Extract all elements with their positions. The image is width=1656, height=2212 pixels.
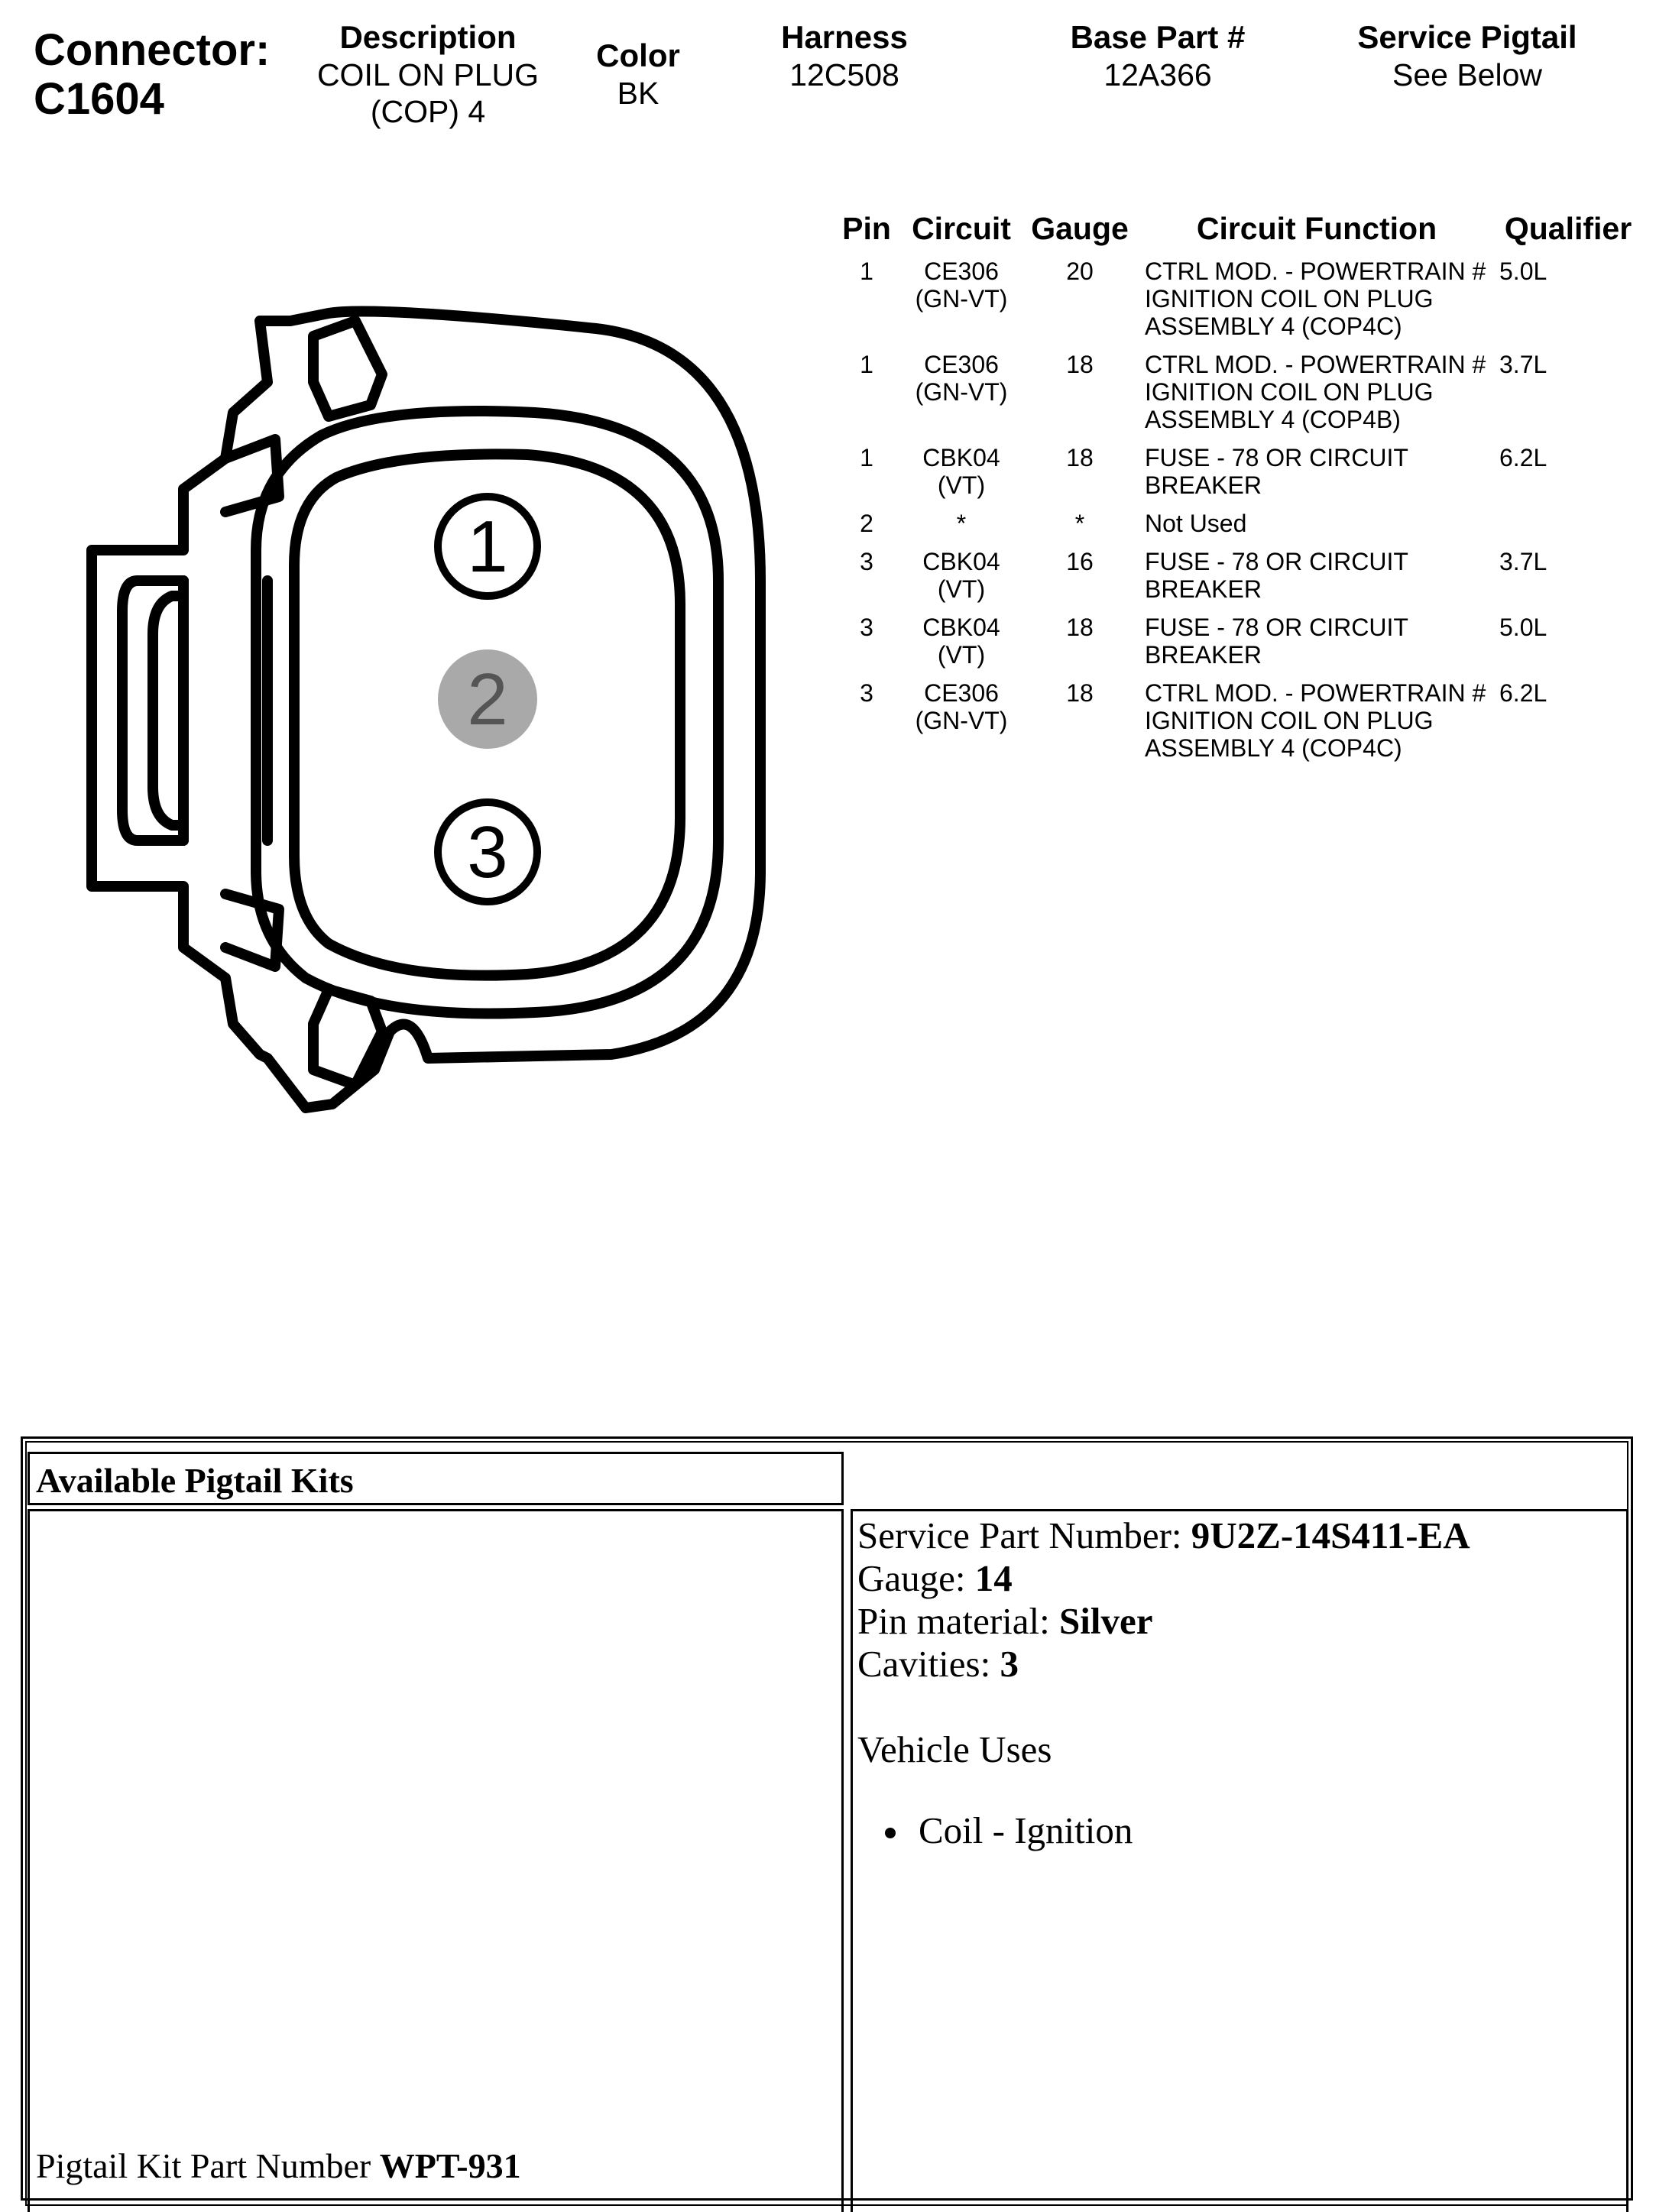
pin-table-row (833, 257, 1637, 351)
cell-circuit-circuit: * (956, 510, 967, 537)
cell-circuit-function-func2: BREAKER (1145, 471, 1262, 499)
cell-pin-pin: 1 (860, 444, 873, 471)
connector-id: C1604 (34, 74, 164, 124)
pin-label-1: 1 (467, 506, 508, 588)
cell-gauge-gauge: 16 (1066, 548, 1094, 575)
cell-circuit-function-func1: FUSE - 78 OR CIRCUIT (1145, 614, 1408, 641)
pigtail-kit-details (857, 1514, 1470, 1852)
cell-qualifier (1496, 351, 1637, 444)
cell-gauge-gauge: 18 (1066, 614, 1094, 641)
connector-label: Connector: (34, 25, 271, 75)
cell-qualifier-qualifier: 6.2L (1499, 444, 1547, 471)
cell-qualifier (1496, 510, 1637, 548)
pin-label-2: 2 (467, 659, 508, 740)
service-pigtail-column (1345, 18, 1590, 93)
cell-circuit (900, 614, 1022, 679)
pin-cavities (438, 497, 537, 902)
cell-circuit-wire: (GN-VT) (915, 707, 1008, 734)
service-pigtail-value: See Below (1392, 57, 1542, 92)
cell-gauge (1022, 510, 1137, 548)
cell-circuit-function-func2: IGNITION COIL ON PLUG (1145, 285, 1434, 313)
pin-label-3: 3 (467, 811, 508, 893)
pin-material-label: Pin material: (857, 1600, 1059, 1642)
pigtail-kit-part-number (36, 2146, 521, 2186)
cell-circuit-function-func2: IGNITION COIL ON PLUG (1145, 378, 1434, 406)
cavities-label: Cavities: (857, 1643, 1000, 1685)
cell-pin-pin: 2 (860, 510, 873, 537)
cell-circuit-function-func1: FUSE - 78 OR CIRCUIT (1145, 444, 1408, 471)
cell-qualifier (1496, 548, 1637, 614)
color-value: BK (617, 76, 659, 111)
cell-circuit-wire: (VT) (937, 641, 986, 669)
header-circuit: Circuit (912, 211, 1011, 246)
color-column (566, 37, 711, 112)
cell-qualifier-qualifier: 5.0L (1499, 614, 1547, 641)
cell-qualifier (1496, 257, 1637, 351)
cell-qualifier (1496, 444, 1637, 510)
cell-circuit-wire: (GN-VT) (915, 378, 1008, 406)
cell-circuit-function-func1: CTRL MOD. - POWERTRAIN # (1145, 679, 1486, 707)
pin-table-row (833, 548, 1637, 614)
latch-tab-top (313, 321, 382, 416)
cell-circuit-wire: (VT) (937, 471, 986, 499)
base-part-label: Base Part # (1070, 19, 1246, 55)
header-gauge: Gauge (1031, 211, 1129, 246)
pin-table-row (833, 510, 1637, 548)
cell-pin (833, 548, 900, 614)
vehicle-uses-label: Vehicle Uses (857, 1728, 1052, 1770)
description-column (306, 18, 550, 130)
connector-heading (34, 26, 270, 124)
cell-circuit-function (1137, 444, 1496, 510)
cell-circuit-wire: (VT) (937, 575, 986, 603)
cell-qualifier (1496, 614, 1637, 679)
pin-material-value: Silver (1059, 1600, 1153, 1642)
header-circuit-function: Circuit Function (1196, 211, 1437, 246)
harness-column (741, 18, 948, 93)
cell-gauge (1022, 351, 1137, 444)
connector-housing-outline (92, 312, 760, 1109)
cell-gauge (1022, 444, 1137, 510)
pin-table-body (833, 257, 1637, 772)
cell-circuit-function (1137, 679, 1496, 772)
cell-qualifier-qualifier: 3.7L (1499, 548, 1547, 575)
connector-diagram (76, 260, 779, 1146)
cell-circuit-function-func3: ASSEMBLY 4 (COP4C) (1145, 734, 1402, 762)
cell-pin (833, 444, 900, 510)
cell-circuit-function-func2: BREAKER (1145, 575, 1262, 603)
gauge-row (857, 1557, 1470, 1600)
cell-circuit (900, 351, 1022, 444)
cell-pin (833, 351, 900, 444)
cell-circuit-circuit: CBK04 (922, 614, 1000, 641)
cell-circuit-function-func3: ASSEMBLY 4 (COP4C) (1145, 313, 1402, 340)
cell-circuit-function-func2: IGNITION COIL ON PLUG (1145, 707, 1434, 734)
cell-circuit-function (1137, 614, 1496, 679)
cell-circuit-circuit: CE306 (924, 351, 999, 378)
cell-circuit-function-func1: CTRL MOD. - POWERTRAIN # (1145, 351, 1486, 378)
cell-pin-pin: 3 (860, 679, 873, 707)
cell-pin (833, 510, 900, 548)
cell-gauge-gauge: 18 (1066, 679, 1094, 707)
pigtail-kits-title: Available Pigtail Kits (36, 1461, 354, 1500)
cell-circuit (900, 444, 1022, 510)
cell-gauge (1022, 679, 1137, 772)
cell-qualifier-qualifier: 5.0L (1499, 257, 1547, 285)
cavities-row (857, 1643, 1470, 1686)
description-line-2: (COP) 4 (370, 94, 486, 129)
pigtail-kit-details-box (851, 1509, 1628, 2212)
cell-circuit-function (1137, 351, 1496, 444)
cell-circuit-wire: (GN-VT) (915, 285, 1008, 313)
cell-circuit-function-func1: Not Used (1145, 510, 1247, 537)
kit-part-label: Pigtail Kit Part Number (36, 2146, 380, 2185)
gauge-value: 14 (974, 1557, 1013, 1599)
cell-pin (833, 679, 900, 772)
vehicle-use-item: Coil - Ignition (919, 1809, 1470, 1852)
cell-gauge-gauge: 18 (1066, 444, 1094, 471)
cell-circuit-function-func1: FUSE - 78 OR CIRCUIT (1145, 548, 1408, 575)
kit-part-value: WPT-931 (379, 2146, 521, 2185)
cell-gauge (1022, 257, 1137, 351)
cell-pin-pin: 1 (860, 257, 873, 285)
cell-gauge-gauge: 20 (1066, 257, 1094, 285)
harness-label: Harness (781, 19, 908, 55)
cell-pin (833, 614, 900, 679)
cell-circuit (900, 548, 1022, 614)
cell-qualifier-qualifier: 3.7L (1499, 351, 1547, 378)
cell-circuit-function-func2: BREAKER (1145, 641, 1262, 669)
cell-pin-pin: 3 (860, 614, 873, 641)
pin-table-header-row (833, 211, 1637, 257)
service-part-label: Service Part Number: (857, 1514, 1191, 1556)
cell-pin-pin: 1 (860, 351, 873, 378)
cell-circuit (900, 257, 1022, 351)
cell-circuit-circuit: CBK04 (922, 548, 1000, 575)
cell-circuit (900, 679, 1022, 772)
header-qualifier: Qualifier (1504, 211, 1632, 246)
service-pigtail-label: Service Pigtail (1357, 19, 1577, 55)
pin-material-row (857, 1600, 1470, 1643)
cell-circuit-circuit: CE306 (924, 257, 999, 285)
base-part-column (1047, 18, 1269, 93)
cell-circuit-circuit: CE306 (924, 679, 999, 707)
cavities-value: 3 (1000, 1643, 1019, 1685)
cell-circuit-function (1137, 510, 1496, 548)
pigtail-kits-title-box (28, 1452, 844, 1505)
cell-circuit-circuit: CBK04 (922, 444, 1000, 471)
pin-table (833, 211, 1637, 772)
cell-circuit-function (1137, 257, 1496, 351)
color-label: Color (596, 37, 680, 73)
description-line-1: COIL ON PLUG (316, 57, 540, 92)
service-part-row (857, 1514, 1470, 1557)
cell-pin-pin: 3 (860, 548, 873, 575)
header-pin: Pin (842, 211, 891, 246)
cell-circuit (900, 510, 1022, 548)
cell-gauge (1022, 548, 1137, 614)
cell-qualifier (1496, 679, 1637, 772)
cell-pin (833, 257, 900, 351)
pin-table-row (833, 351, 1637, 444)
harness-value: 12C508 (789, 57, 899, 92)
gauge-label: Gauge: (857, 1557, 975, 1599)
cell-qualifier-qualifier: 6.2L (1499, 679, 1547, 707)
description-label: Description (339, 19, 517, 55)
cell-gauge-gauge: 18 (1066, 351, 1094, 378)
vehicle-uses-list (857, 1809, 1470, 1852)
pin-table-row (833, 444, 1637, 510)
cell-gauge-gauge: * (1074, 510, 1085, 537)
pin-table-row (833, 679, 1637, 772)
cell-gauge (1022, 614, 1137, 679)
pigtail-kit-image-box (28, 1509, 844, 2212)
cell-circuit-function-func1: CTRL MOD. - POWERTRAIN # (1145, 257, 1486, 285)
base-part-value: 12A366 (1103, 57, 1212, 92)
service-part-value: 9U2Z-14S411-EA (1191, 1514, 1470, 1556)
cell-circuit-function-func3: ASSEMBLY 4 (COP4B) (1145, 406, 1401, 433)
pin-table-row (833, 614, 1637, 679)
cell-circuit-function (1137, 548, 1496, 614)
